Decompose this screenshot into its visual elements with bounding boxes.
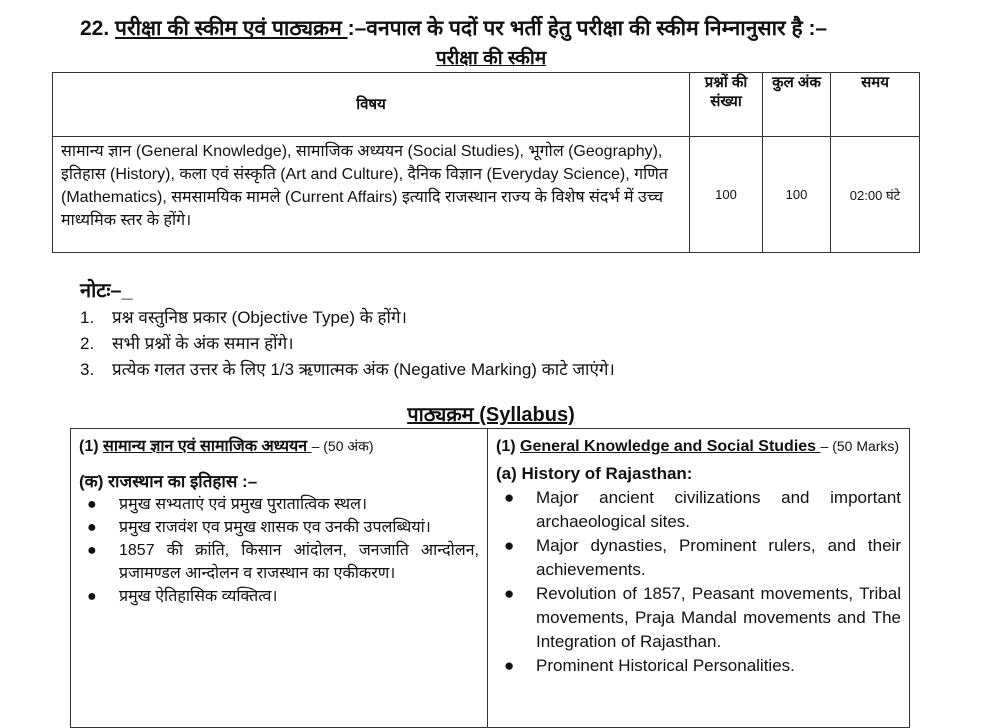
- list-item: [79, 585, 479, 608]
- syllabus-table: [70, 428, 910, 728]
- heading-number: (1): [79, 438, 103, 455]
- note-text: प्रत्येक गलत उत्तर के लिए 1/3 ऋणात्मक अंक (Negative Marking) काटे जाएंगे।: [112, 360, 615, 379]
- item-text: प्रमुख राजवंश एव प्रमुख शासक एव उनकी उपलब्धियां।: [119, 519, 431, 536]
- bullet-icon: ●: [87, 519, 97, 536]
- list-item: [496, 534, 901, 582]
- hindi-section: (क) राजस्थान का इतिहास :–: [79, 472, 258, 491]
- note-number: 3.: [80, 360, 95, 379]
- header-time: समय: [831, 73, 920, 137]
- item-text: प्रमुख सभ्यताएं एवं प्रमुख पुरातात्विक स्थल।: [119, 496, 368, 513]
- note-item: [80, 331, 294, 354]
- marks-cell: 100: [763, 137, 831, 253]
- bullet-icon: ●: [87, 588, 97, 605]
- note-text: प्रश्न वस्तुनिष्ठ प्रकार (Objective Type) के होंगे।: [112, 308, 407, 327]
- bullet-icon: ●: [87, 542, 97, 559]
- english-heading: [496, 435, 901, 458]
- list-item: [79, 493, 479, 516]
- section-number: 22.: [80, 17, 110, 40]
- list-item: [79, 516, 479, 539]
- bullet-icon: ●: [504, 584, 515, 603]
- subject-cell: सामान्य ज्ञान (General Knowledge), सामाजिक अध्ययन (Social Studies), भूगोल (Geography), इतिहास (History), कला एवं संस्कृति (Art and Culture), दैनिक विज्ञान (Everyday Science), गणित (Mathematics), समसामयिक मामले (Current Affairs) इत्यादि राजस्थान राज्य के विशेष संदर्भ में उच्च माध्यमिक स्तर के होंगे।: [53, 137, 690, 253]
- item-text: 1857 की क्रांति, किसान आंदोलन, जनजाति आन्दोलन, प्रजामण्डल आन्दोलन व राजस्थान का एकीकरण।: [119, 542, 479, 582]
- note-item: [80, 305, 407, 328]
- questions-cell: 100: [690, 137, 763, 253]
- heading-text: सामान्य ज्ञान एवं सामाजिक अध्ययन: [103, 438, 312, 455]
- exam-scheme-table: [52, 72, 920, 253]
- list-item: [496, 582, 901, 654]
- english-section: (a) History of Rajasthan:: [496, 464, 693, 483]
- item-text: Prominent Historical Personalities.: [536, 656, 795, 675]
- syllabus-hindi-column: [71, 429, 488, 727]
- time-cell: 02:00 घंटे: [831, 137, 920, 253]
- note-number: 2.: [80, 334, 95, 353]
- item-text: प्रमुख ऐतिहासिक व्यक्तित्व।: [119, 588, 278, 605]
- bullet-icon: ●: [504, 488, 515, 507]
- bullet-icon: ●: [504, 536, 515, 555]
- list-item: [79, 539, 479, 585]
- heading-marks: – (50 अंक): [311, 438, 374, 454]
- list-item: [496, 486, 901, 534]
- bullet-icon: ●: [87, 496, 97, 513]
- section-intro: :–वनपाल के पदों पर भर्ती हेतु परीक्षा की स्कीम निम्नानुसार है :–: [347, 17, 828, 40]
- note-item: [80, 357, 615, 380]
- syllabus-title: पाठ्यक्रम (Syllabus): [407, 404, 575, 426]
- note-text: सभी प्रश्नों के अंक समान होंगे।: [112, 334, 294, 353]
- hindi-heading: [79, 435, 479, 458]
- heading-number: (1): [496, 438, 520, 455]
- list-item: [496, 654, 901, 678]
- item-text: Revolution of 1857, Peasant movements, Tribal movements, Praja Mandal movements and The Integration of Rajasthan.: [536, 584, 901, 651]
- section-heading: [80, 14, 827, 42]
- syllabus-english-column: [488, 429, 909, 727]
- note-title: नोटः–_: [80, 280, 133, 302]
- heading-marks: – (50 Marks): [820, 438, 900, 454]
- section-title: परीक्षा की स्कीम एवं पाठ्यक्रम: [115, 17, 348, 40]
- bullet-icon: ●: [504, 656, 515, 675]
- header-subject: विषय: [53, 73, 690, 137]
- scheme-title: परीक्षा की स्कीम: [435, 48, 547, 69]
- header-questions: प्रश्नों की संख्या: [690, 73, 763, 137]
- note-number: 1.: [80, 308, 95, 327]
- heading-text: General Knowledge and Social Studies: [520, 438, 821, 455]
- table-row: [53, 137, 920, 253]
- header-marks: कुल अंक: [763, 73, 831, 137]
- item-text: Major ancient civilizations and important archaeological sites.: [536, 488, 901, 531]
- item-text: Major dynasties, Prominent rulers, and their achievements.: [536, 536, 901, 579]
